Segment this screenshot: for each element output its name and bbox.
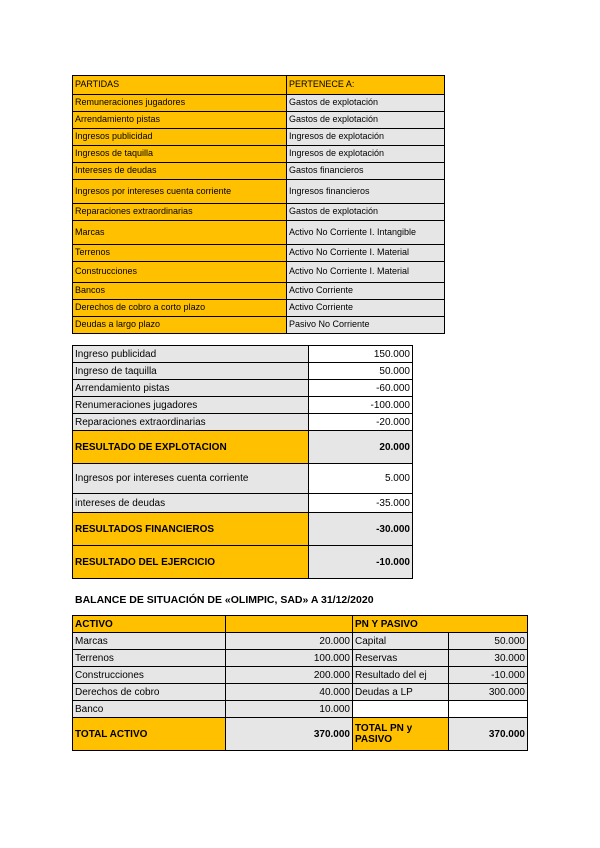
concept-cell: Ingresos por intereses cuenta corriente: [73, 464, 309, 494]
category-cell: Activo No Corriente I. Material: [287, 245, 445, 262]
amount-cell: -20.000: [309, 414, 413, 431]
category-cell: Pasivo No Corriente: [287, 317, 445, 334]
pasivo-label: Reservas: [353, 650, 449, 667]
resultado-table: [72, 345, 413, 579]
total-label: RESULTADO DEL EJERCICIO: [73, 546, 309, 579]
partida-cell: Ingresos publicidad: [73, 129, 287, 146]
activo-value: 20.000: [226, 633, 353, 650]
activo-value: 100.000: [226, 650, 353, 667]
partida-cell: Deudas a largo plazo: [73, 317, 287, 334]
partida-cell: Construcciones: [73, 262, 287, 283]
partida-cell: Marcas: [73, 221, 287, 245]
partida-cell: Derechos de cobro a corto plazo: [73, 300, 287, 317]
header-cell: PERTENECE A:: [287, 76, 445, 95]
pasivo-label: Deudas a LP: [353, 684, 449, 701]
category-cell: Activo No Corriente I. Material: [287, 262, 445, 283]
pasivo-value: -10.000: [449, 667, 528, 684]
activo-label: Banco: [73, 701, 226, 718]
subtotal-value: -30.000: [309, 513, 413, 546]
concept-cell: Arrendamiento pistas: [73, 380, 309, 397]
partida-cell: Reparaciones extraordinarias: [73, 204, 287, 221]
pasivo-label: [353, 701, 449, 718]
amount-cell: -35.000: [309, 494, 413, 513]
amount-cell: 150.000: [309, 346, 413, 363]
partida-cell: Ingresos de taquilla: [73, 146, 287, 163]
total-activo-label: TOTAL ACTIVO: [73, 718, 226, 751]
activo-label: Construcciones: [73, 667, 226, 684]
amount-cell: -100.000: [309, 397, 413, 414]
partidas-table: [72, 75, 445, 334]
partida-cell: Terrenos: [73, 245, 287, 262]
category-cell: Activo Corriente: [287, 300, 445, 317]
concept-cell: Ingreso de taquilla: [73, 363, 309, 380]
pasivo-value: 300.000: [449, 684, 528, 701]
category-cell: Gastos de explotación: [287, 95, 445, 112]
amount-cell: 5.000: [309, 464, 413, 494]
activo-label: Derechos de cobro: [73, 684, 226, 701]
amount-cell: 50.000: [309, 363, 413, 380]
category-cell: Ingresos de explotación: [287, 129, 445, 146]
activo-header: ACTIVO: [73, 616, 226, 633]
total-pasivo-label: TOTAL PN y PASIVO: [353, 718, 449, 751]
partida-cell: Remuneraciones jugadores: [73, 95, 287, 112]
partida-cell: Arrendamiento pistas: [73, 112, 287, 129]
pasivo-value: [449, 701, 528, 718]
category-cell: Activo No Corriente I. Intangible: [287, 221, 445, 245]
subtotal-label: RESULTADO DE EXPLOTACION: [73, 431, 309, 464]
header-spacer: [226, 616, 353, 633]
partida-cell: Intereses de deudas: [73, 163, 287, 180]
amount-cell: -60.000: [309, 380, 413, 397]
activo-label: Marcas: [73, 633, 226, 650]
pasivo-value: 30.000: [449, 650, 528, 667]
activo-value: 200.000: [226, 667, 353, 684]
category-cell: Gastos de explotación: [287, 112, 445, 129]
pasivo-value: 50.000: [449, 633, 528, 650]
partida-cell: Ingresos por intereses cuenta corriente: [73, 180, 287, 204]
concept-cell: intereses de deudas: [73, 494, 309, 513]
pasivo-header: PN Y PASIVO: [353, 616, 528, 633]
activo-label: Terrenos: [73, 650, 226, 667]
activo-value: 10.000: [226, 701, 353, 718]
total-value: -10.000: [309, 546, 413, 579]
concept-cell: Ingreso publicidad: [73, 346, 309, 363]
category-cell: Gastos de explotación: [287, 204, 445, 221]
category-cell: Gastos financieros: [287, 163, 445, 180]
category-cell: Activo Corriente: [287, 283, 445, 300]
balance-title: BALANCE DE SITUACIÓN DE «OLIMPIC, SAD» A 31/12/2020: [75, 594, 374, 606]
partida-cell: Bancos: [73, 283, 287, 300]
category-cell: Ingresos de explotación: [287, 146, 445, 163]
balance-table: [72, 615, 528, 751]
pasivo-label: Capital: [353, 633, 449, 650]
concept-cell: Renumeraciones jugadores: [73, 397, 309, 414]
activo-value: 40.000: [226, 684, 353, 701]
concept-cell: Reparaciones extraordinarias: [73, 414, 309, 431]
header-cell: PARTIDAS: [73, 76, 287, 95]
pasivo-label: Resultado del ej: [353, 667, 449, 684]
subtotal-label: RESULTADOS FINANCIEROS: [73, 513, 309, 546]
total-activo-value: 370.000: [226, 718, 353, 751]
category-cell: Ingresos financieros: [287, 180, 445, 204]
total-pasivo-value: 370.000: [449, 718, 528, 751]
subtotal-value: 20.000: [309, 431, 413, 464]
